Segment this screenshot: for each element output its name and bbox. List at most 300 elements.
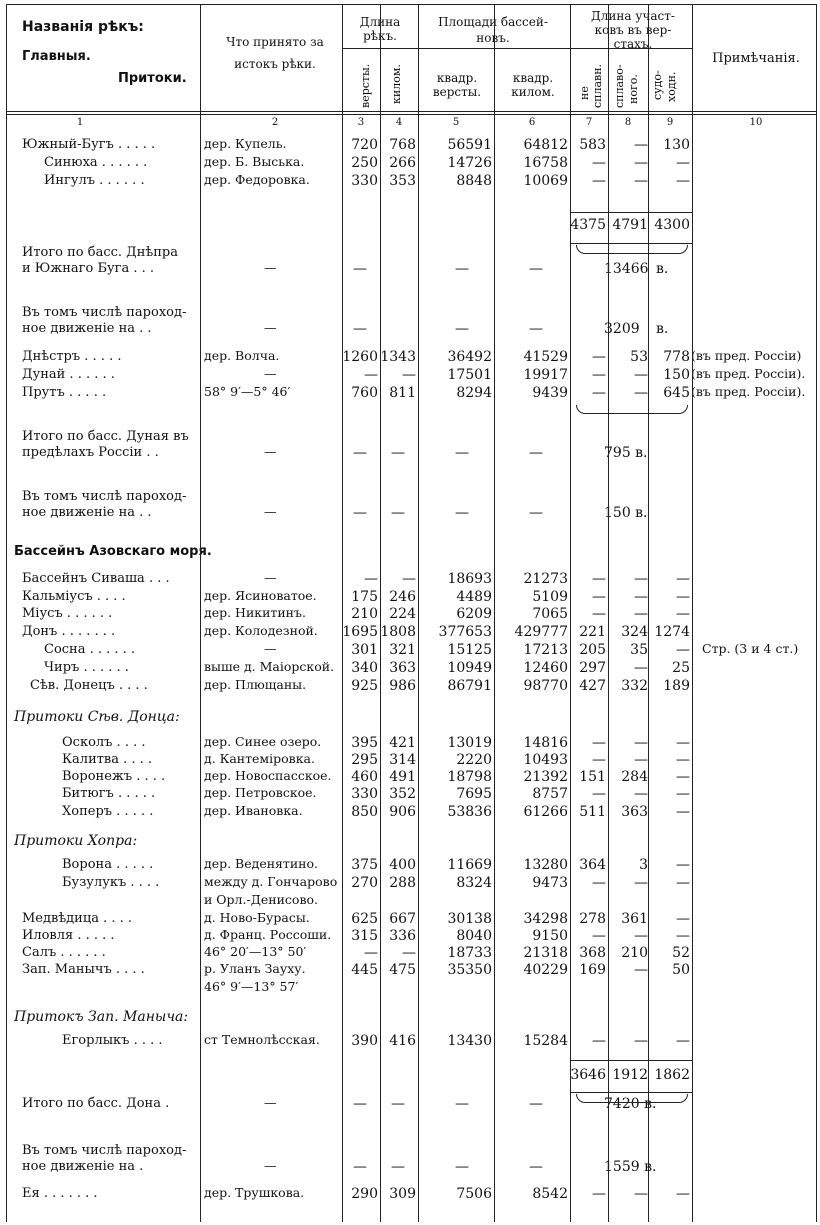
source-cell: — — [264, 320, 277, 335]
sections-group-line2: ковъ въ вер- — [594, 23, 672, 37]
summary-brace — [576, 1094, 688, 1103]
cell-v: 250 — [351, 155, 378, 171]
cell-nav: — — [676, 642, 690, 658]
source-cell: дер. Новоспасское. — [204, 768, 332, 783]
col-number-6: 6 — [528, 117, 536, 128]
cell-km: 314 — [389, 752, 416, 768]
cell-sqkm: 10493 — [523, 752, 568, 768]
source-cell: — — [264, 444, 277, 459]
cell-sqv: 11669 — [447, 857, 492, 873]
river-name: ное движеніе на . — [22, 1159, 144, 1174]
river-name: Въ томъ числѣ пароход- — [22, 489, 187, 504]
source-cell: дер. Синее озеро. — [204, 734, 322, 749]
cell-ns: 221 — [579, 624, 606, 640]
cell-ns: — — [592, 1033, 606, 1049]
cell-km: 352 — [389, 786, 416, 802]
cell-km: 266 — [389, 155, 416, 171]
area-sq-versts-line2: версты. — [432, 85, 482, 99]
total-box-rule — [570, 212, 692, 213]
cell-nav: 150 — [663, 367, 690, 383]
cell-fl: 4791 — [612, 217, 648, 233]
column-rule — [342, 4, 343, 1222]
cell-km: 309 — [389, 1186, 416, 1202]
cell-km: — — [391, 445, 405, 461]
cell-nav: 645 — [663, 385, 690, 401]
cell-ns: — — [592, 571, 606, 587]
cell-v: 925 — [351, 678, 378, 694]
cell-v: 1260 — [342, 349, 378, 365]
source-cell: между д. Гончарово — [204, 874, 338, 889]
cell-v: 720 — [351, 137, 378, 153]
cell-sqkm: 21273 — [523, 571, 568, 587]
river-name: Медвѣдица . . . . — [22, 911, 133, 926]
cell-nav: — — [676, 752, 690, 768]
cell-sqkm: 41529 — [523, 349, 568, 365]
cell-sqkm: 9473 — [532, 875, 568, 891]
cell-v: 460 — [351, 769, 378, 785]
floatable-line1: сплаво- — [613, 64, 626, 108]
cell-sqv: 377653 — [438, 624, 492, 640]
cell-fl: — — [634, 367, 648, 383]
cell-nav: 778 — [663, 349, 690, 365]
cell-fl: 35 — [630, 642, 648, 658]
summary-brace — [576, 405, 688, 414]
cell-ns: — — [592, 367, 606, 383]
cell-fl: 53 — [630, 349, 648, 365]
cell-km: 986 — [389, 678, 416, 694]
river-name: Сѣв. Донецъ . . . . — [30, 678, 148, 693]
cell-ns: 583 — [579, 137, 606, 153]
cell-ns: — — [592, 1186, 606, 1202]
area-sq-km-line2: килом. — [511, 85, 555, 99]
col-number-1: 1 — [76, 117, 84, 128]
cell-ns: 427 — [579, 678, 606, 694]
source-cell: дер. Петровское. — [204, 785, 317, 800]
source-cell: — — [264, 504, 277, 519]
cell-sqv: 53836 — [447, 804, 492, 820]
cell-nav: — — [676, 786, 690, 802]
cell-fl: 210 — [621, 945, 648, 961]
column-rule — [494, 4, 495, 1222]
cell-sqv: — — [455, 261, 469, 277]
cell-fl: — — [634, 875, 648, 891]
column-rule — [816, 4, 817, 1222]
source-cell: дер. Плющаны. — [204, 677, 307, 692]
total-value: 150 в. — [604, 505, 648, 521]
cell-ns: 3646 — [570, 1067, 606, 1083]
col-number-5: 5 — [452, 117, 460, 128]
cell-sqv: 8324 — [456, 875, 492, 891]
cell-nav: — — [676, 1186, 690, 1202]
source-cell: ст Темнолѣсская. — [204, 1032, 320, 1047]
cell-v: 1695 — [342, 624, 378, 640]
river-name: Въ томъ числѣ пароход- — [22, 305, 187, 320]
cell-ns: 511 — [579, 804, 606, 820]
river-name: Притоки Сѣв. Донца: — [14, 709, 180, 725]
total-value: 3209 — [604, 321, 640, 337]
cell-sqkm: — — [529, 1159, 543, 1175]
cell-fl: — — [634, 385, 648, 401]
cell-ns: 364 — [579, 857, 606, 873]
cell-nav: — — [676, 589, 690, 605]
cell-km: 363 — [389, 660, 416, 676]
river-name: Итого по басс. Дуная въ — [22, 429, 189, 444]
cell-sqkm: 9150 — [532, 928, 568, 944]
cell-ns: — — [592, 928, 606, 944]
col2-header-line1: Что принято за — [226, 35, 324, 49]
cell-fl: 3 — [639, 857, 648, 873]
cell-fl: — — [634, 1033, 648, 1049]
cell-v: 625 — [351, 911, 378, 927]
cell-sqkm: 98770 — [523, 678, 568, 694]
cell-km: 475 — [389, 962, 416, 978]
cell-fl: 324 — [621, 624, 648, 640]
cell-sqv: 8040 — [456, 928, 492, 944]
navigable-line2: ходн. — [665, 71, 678, 102]
cell-nav: 130 — [663, 137, 690, 153]
river-name: Ворона . . . . . — [62, 857, 154, 872]
river-name: Прутъ . . . . . — [22, 385, 107, 400]
col2-header-line2: истокъ рѣки. — [234, 57, 316, 71]
cell-ns: — — [592, 349, 606, 365]
col-number-10: 10 — [749, 117, 763, 128]
river-name: Донъ . . . . . . . — [22, 624, 116, 639]
cell-km: — — [402, 571, 416, 587]
source-cell: 46° 20′—13° 50′ — [204, 944, 307, 959]
river-name: предѣлахъ Россіи . . — [22, 445, 159, 460]
cell-km: 400 — [389, 857, 416, 873]
total-box-rule — [570, 1060, 692, 1061]
note-cell: (въ пред. Россіи). — [691, 366, 806, 381]
cell-v: 760 — [351, 385, 378, 401]
cell-sqkm: — — [529, 1096, 543, 1112]
cell-sqv: 30138 — [447, 911, 492, 927]
cell-ns: — — [592, 589, 606, 605]
cell-v: 295 — [351, 752, 378, 768]
source-cell: — — [264, 1158, 277, 1173]
cell-sqkm: 40229 — [523, 962, 568, 978]
cell-sqkm: 9439 — [532, 385, 568, 401]
total-unit: в. — [656, 261, 669, 277]
cell-sqkm: — — [529, 321, 543, 337]
cell-sqkm: — — [529, 445, 543, 461]
cell-ns: — — [592, 786, 606, 802]
cell-fl: — — [634, 660, 648, 676]
cell-v: — — [364, 945, 378, 961]
cell-nav: — — [676, 769, 690, 785]
total-unit: в. — [656, 321, 669, 337]
river-name: Осколъ . . . . — [62, 735, 146, 750]
cell-km: 768 — [389, 137, 416, 153]
cell-ns: — — [592, 385, 606, 401]
cell-fl: — — [634, 962, 648, 978]
area-group-line2: новъ. — [476, 31, 510, 45]
not-floatable-line1: не — [578, 86, 591, 100]
cell-km: 1808 — [380, 624, 416, 640]
cell-km: 811 — [389, 385, 416, 401]
source-cell: 46° 9′—13° 57′ — [204, 979, 299, 994]
area-group-line1: Площади бассей- — [438, 15, 548, 29]
source-cell: выше д. Маіорской. — [204, 659, 335, 674]
river-name: Сосна . . . . . . — [44, 642, 136, 657]
cell-v: — — [353, 1096, 367, 1112]
cell-v: — — [353, 445, 367, 461]
cell-v: — — [353, 505, 367, 521]
cell-sqkm: 61266 — [523, 804, 568, 820]
cell-sqv: 56591 — [447, 137, 492, 153]
cell-nav: — — [676, 735, 690, 751]
source-cell: дер. Ивановка. — [204, 803, 303, 818]
cell-nav: — — [676, 804, 690, 820]
column-rule — [648, 4, 649, 1222]
cell-km: 246 — [389, 589, 416, 605]
cell-sqkm: 10069 — [523, 173, 568, 189]
cell-sqkm: 21392 — [523, 769, 568, 785]
cell-fl: 363 — [621, 804, 648, 820]
subheader-rule — [342, 48, 692, 49]
cell-sqv: 6209 — [456, 606, 492, 622]
river-name: Чиръ . . . . . . — [44, 660, 129, 675]
cell-sqkm: 8757 — [532, 786, 568, 802]
cell-nav: — — [676, 911, 690, 927]
col-number-9: 9 — [666, 117, 674, 128]
cell-nav: — — [676, 875, 690, 891]
col1-title: Названія рѣкъ: — [22, 19, 144, 35]
cell-sqkm: 64812 — [523, 137, 568, 153]
cell-sqv: 14726 — [447, 155, 492, 171]
cell-nav: — — [676, 606, 690, 622]
river-name: Итого по басс. Днѣпра — [22, 245, 178, 260]
river-name: Зап. Манычъ . . . . — [22, 962, 145, 977]
cell-sqkm: 21318 — [523, 945, 568, 961]
source-cell: дер. Трушкова. — [204, 1185, 305, 1200]
cell-ns: 169 — [579, 962, 606, 978]
cell-nav: — — [676, 928, 690, 944]
source-cell: дер. Федоровка. — [204, 172, 310, 187]
cell-ns: — — [592, 155, 606, 171]
column-rule — [608, 4, 609, 1222]
cell-fl: 1912 — [612, 1067, 648, 1083]
cell-sqkm: 13280 — [523, 857, 568, 873]
cell-ns: 205 — [579, 642, 606, 658]
total-value: 1559 в. — [604, 1159, 657, 1175]
cell-v: 315 — [351, 928, 378, 944]
cell-nav: 1862 — [654, 1067, 690, 1083]
cell-ns: — — [592, 735, 606, 751]
cell-fl: 284 — [621, 769, 648, 785]
note-cell: Стр. (3 и 4 ст.) — [702, 641, 799, 656]
note-cell: (въ пред. Россіи). — [691, 384, 806, 399]
cell-km: 416 — [389, 1033, 416, 1049]
source-cell: дер. Колодезной. — [204, 623, 318, 638]
cell-sqkm: 12460 — [523, 660, 568, 676]
cell-nav: — — [676, 173, 690, 189]
source-cell: — — [264, 260, 277, 275]
navigable-line1: судо- — [651, 70, 664, 100]
source-cell: дер. Никитинъ. — [204, 605, 306, 620]
total-value: 7420 в. — [604, 1096, 657, 1112]
cell-sqkm: 429777 — [514, 624, 568, 640]
river-name: Бузулукъ . . . . — [62, 875, 160, 890]
river-name: Синюха . . . . . . — [44, 155, 148, 170]
cell-fl: — — [634, 735, 648, 751]
cell-km: 421 — [389, 735, 416, 751]
col1-main: Главныя. — [22, 49, 91, 64]
cell-v: — — [353, 1159, 367, 1175]
length-group-line2: рѣкъ. — [363, 29, 397, 43]
river-name: Бассейнъ Азовскаго моря. — [14, 544, 212, 559]
cell-sqv: 86791 — [447, 678, 492, 694]
total-value: 13466 — [604, 261, 649, 277]
cell-sqkm: 14816 — [523, 735, 568, 751]
cell-v: 301 — [351, 642, 378, 658]
cell-v: 445 — [351, 962, 378, 978]
river-name: Ея . . . . . . . — [22, 1186, 98, 1201]
cell-fl: — — [634, 606, 648, 622]
source-cell: дер. Ясиноватое. — [204, 588, 317, 603]
col-number-2: 2 — [271, 117, 279, 128]
cell-v: 850 — [351, 804, 378, 820]
cell-km: 336 — [389, 928, 416, 944]
river-name: ное движеніе на . . — [22, 321, 152, 336]
cell-sqkm: 15284 — [523, 1033, 568, 1049]
cell-nav: 4300 — [654, 217, 690, 233]
column-rule — [692, 4, 693, 1222]
source-cell: дер. Веденятино. — [204, 856, 319, 871]
source-cell: и Орл.-Денисово. — [204, 892, 318, 907]
cell-sqv: 13019 — [447, 735, 492, 751]
cell-ns: 4375 — [570, 217, 606, 233]
cell-sqkm: — — [529, 261, 543, 277]
river-name: Бассейнъ Сиваша . . . — [22, 571, 170, 586]
cell-sqv: — — [455, 1159, 469, 1175]
cell-v: — — [364, 571, 378, 587]
cell-sqv: 4489 — [456, 589, 492, 605]
cell-ns: — — [592, 606, 606, 622]
summary-brace — [576, 245, 688, 254]
cell-km: 667 — [389, 911, 416, 927]
cell-sqv: 10949 — [447, 660, 492, 676]
col-number-7: 7 — [585, 117, 593, 128]
cell-v: — — [353, 321, 367, 337]
sections-group-line1: Длина участ- — [591, 9, 675, 23]
cell-ns: 368 — [579, 945, 606, 961]
cell-ns: 297 — [579, 660, 606, 676]
river-name: Въ томъ числѣ пароход- — [22, 1143, 187, 1158]
cell-sqv: 7695 — [456, 786, 492, 802]
col1-trib: Притоки. — [118, 71, 187, 86]
source-cell: д. Кантеміровка. — [204, 751, 315, 766]
river-name: Воронежъ . . . . — [62, 769, 166, 784]
length-km-header: килом. — [390, 64, 403, 104]
cell-km: — — [391, 505, 405, 521]
river-name: Южный-Бугъ . . . . . — [22, 137, 156, 152]
cell-sqv: 8294 — [456, 385, 492, 401]
cell-km: — — [402, 367, 416, 383]
notes-header: Примѣчанія. — [712, 51, 800, 66]
sections-group-line3: стахъ. — [613, 37, 653, 51]
cell-sqkm: 16758 — [523, 155, 568, 171]
source-cell: дер. Б. Выська. — [204, 154, 305, 169]
note-cell: (въ пред. Россіи) — [691, 348, 802, 363]
header-rule-double — [6, 114, 816, 115]
cell-sqkm: 19917 — [523, 367, 568, 383]
cell-km: 224 — [389, 606, 416, 622]
river-name: Кальміусъ . . . . — [22, 589, 126, 604]
col-number-8: 8 — [624, 117, 632, 128]
cell-v: 390 — [351, 1033, 378, 1049]
length-group-line1: Длина — [359, 15, 401, 29]
cell-v: 290 — [351, 1186, 378, 1202]
cell-sqv: — — [455, 321, 469, 337]
col-number-4: 4 — [395, 117, 403, 128]
river-name: Салъ . . . . . . — [22, 945, 106, 960]
cell-sqkm: 17213 — [523, 642, 568, 658]
cell-km: — — [402, 945, 416, 961]
cell-sqv: 36492 — [447, 349, 492, 365]
length-versts-header: версты. — [359, 63, 372, 108]
river-name: Дунай . . . . . . — [22, 367, 115, 382]
river-name: ное движеніе на . . — [22, 505, 152, 520]
total-box-rule — [570, 243, 692, 244]
cell-sqv: 8848 — [456, 173, 492, 189]
cell-v: — — [353, 261, 367, 277]
table-top-rule — [6, 4, 816, 5]
river-name: Хоперъ . . . . . — [62, 804, 154, 819]
cell-km: 353 — [389, 173, 416, 189]
cell-sqkm: 34298 — [523, 911, 568, 927]
river-name: и Южнаго Буга . . . — [22, 261, 155, 276]
source-cell: — — [264, 641, 277, 656]
cell-sqkm: 8542 — [532, 1186, 568, 1202]
source-cell: — — [264, 366, 277, 381]
not-floatable-line2: сплавн. — [591, 63, 604, 108]
column-rule — [418, 4, 419, 1222]
cell-fl: — — [634, 137, 648, 153]
column-rule — [6, 4, 7, 1222]
cell-fl: — — [634, 589, 648, 605]
cell-ns: — — [592, 752, 606, 768]
river-name: Битюгъ . . . . . — [62, 786, 156, 801]
river-name: Притоки Хопра: — [14, 833, 138, 849]
cell-ns: 278 — [579, 911, 606, 927]
source-cell: дер. Волча. — [204, 348, 280, 363]
cell-v: 210 — [351, 606, 378, 622]
source-cell: д. Ново-Бурасы. — [204, 910, 310, 925]
cell-km: 906 — [389, 804, 416, 820]
cell-v: 330 — [351, 786, 378, 802]
cell-sqv: 35350 — [447, 962, 492, 978]
cell-fl: — — [634, 173, 648, 189]
river-name: Притокъ Зап. Маныча: — [14, 1009, 189, 1025]
cell-sqv: — — [455, 1096, 469, 1112]
source-cell: д. Франц. Россоши. — [204, 927, 332, 942]
cell-sqv: 13430 — [447, 1033, 492, 1049]
source-cell: — — [264, 1095, 277, 1110]
cell-v: 175 — [351, 589, 378, 605]
cell-fl: — — [634, 752, 648, 768]
cell-sqv: — — [455, 445, 469, 461]
col-number-3: 3 — [357, 117, 365, 128]
area-sq-km-line1: квадр. — [512, 71, 554, 85]
total-box-rule — [570, 1092, 692, 1093]
cell-sqv: 2220 — [456, 752, 492, 768]
source-cell: дер. Купель. — [204, 136, 287, 151]
river-name: Міусъ . . . . . . — [22, 606, 113, 621]
cell-sqkm: 5109 — [532, 589, 568, 605]
area-sq-versts-line1: квадр. — [436, 71, 478, 85]
cell-ns: — — [592, 173, 606, 189]
